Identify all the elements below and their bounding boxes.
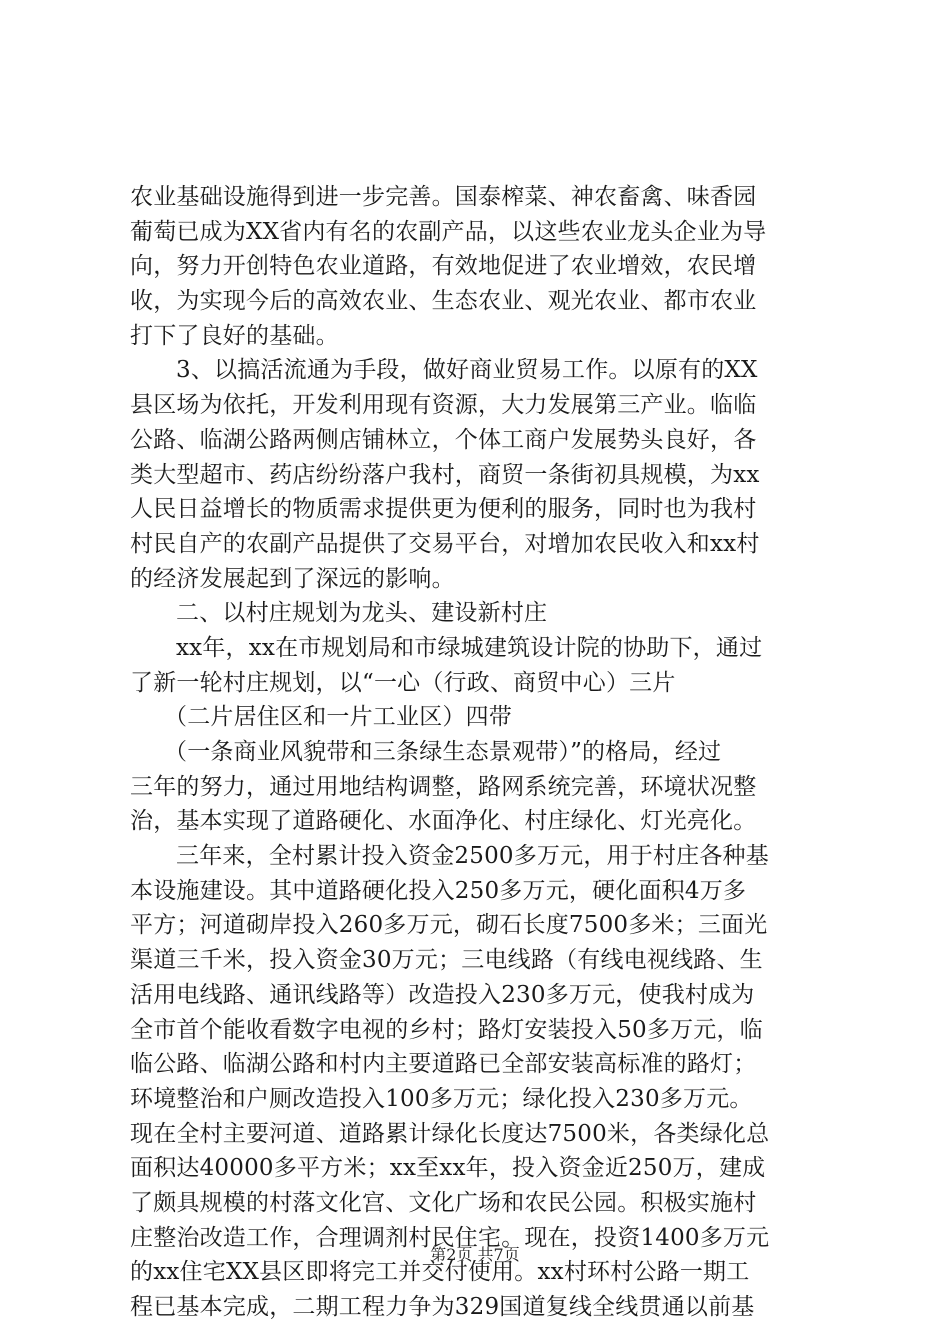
text-line: xx年，xx在市规划局和市绿城建筑设计院的协助下，通过 (176, 634, 763, 661)
text-line: 庄整治改造工作，合理调剂村民住宅。现在，投资1400多万元 (130, 1224, 770, 1251)
text-line: 的xx住宅XX县区即将完工并交付使用。xx村环村公路一期工 (130, 1259, 750, 1286)
text-line: 人民日益增长的物质需求提供更为便利的服务，同时也为我村 (130, 496, 757, 523)
text-line: 三年来，全村累计投入资金2500多万元，用于村庄各种基 (176, 843, 769, 870)
text-line: （一条商业风貌带和三条绿生态景观带）”的格局，经过 (164, 739, 722, 765)
text-line: 了新一轮村庄规划，以“一心（行政、商贸中心）三片 (130, 669, 676, 696)
text-line: 程已基本完成，二期工程力争为329国道复线全线贯通以前基 (130, 1294, 755, 1320)
text-line: 全市首个能收看数字电视的乡村；路灯安装投入50多万元，临 (130, 1016, 763, 1043)
text-line: 类大型超市、药店纷纷落户我村，商贸一条街初具规模，为xx (130, 461, 760, 488)
text-line: 三年的努力，通过用地结构调整，路网系统完善，环境状况整 (130, 773, 757, 800)
text-line: 收，为实现今后的高效农业、生态农业、观光农业、都市农业 (130, 288, 757, 315)
text-line: 临公路、临湖公路和村内主要道路已全部安装高标准的路灯； (130, 1051, 757, 1078)
text-line: 二、以村庄规划为龙头、建设新村庄 (176, 600, 548, 627)
text-line: 本设施建设。其中道路硬化投入250多万元，硬化面积4万多 (130, 877, 747, 904)
text-line: 打下了良好的基础。 (130, 322, 339, 349)
text-line: 面积达40000多平方米；xx至xx年，投入资金近250万，建成 (130, 1155, 766, 1182)
text-line: 渠道三千米，投入资金30万元；三电线路（有线电视线路、生 (130, 947, 763, 974)
text-line: 县区场为依托，开发利用现有资源，大力发展第三产业。临临 (130, 392, 757, 419)
text-line: 现在全村主要河道、道路累计绿化长度达7500米，各类绿化总 (130, 1120, 770, 1147)
text-line: 的经济发展起到了深远的影响。 (130, 565, 455, 592)
text-line: 3、以搞活流通为手段，做好商业贸易工作。以原有的XX (176, 357, 758, 384)
text-line: 村民自产的农副产品提供了交易平台，对增加农民收入和xx村 (130, 530, 760, 557)
text-line: 活用电线路、通讯线路等）改造投入230多万元，使我村成为 (130, 981, 755, 1008)
text-line: 治，基本实现了道路硬化、水面净化、村庄绿化、灯光亮化。 (130, 808, 757, 835)
text-line: （二片居住区和一片工业区）四带 (164, 704, 512, 731)
text-line: 了颇具规模的村落文化宫、文化广场和农民公园。积极实施村 (130, 1189, 757, 1216)
text-line: 公路、临湖公路两侧店铺林立，个体工商户发展势头良好，各 (130, 426, 757, 453)
text-line: 环境整治和户厕改造投入100多万元；绿化投入230多万元。 (130, 1085, 753, 1112)
document-body (130, 180, 830, 1325)
text-line: 农业基础设施得到进一步完善。国泰榨菜、神农畜禽、味香园 (130, 184, 757, 210)
text-line: 向，努力开创特色农业道路，有效地促进了农业增效，农民增 (130, 253, 757, 280)
page-footer: 第2页 共7页 (430, 1245, 520, 1264)
text-line: 平方；河道砌岸投入260多万元，砌石长度7500多米；三面光 (130, 912, 768, 939)
text-line: 葡萄已成为XX省内有名的农副产品，以这些农业龙头企业为导 (130, 218, 767, 245)
